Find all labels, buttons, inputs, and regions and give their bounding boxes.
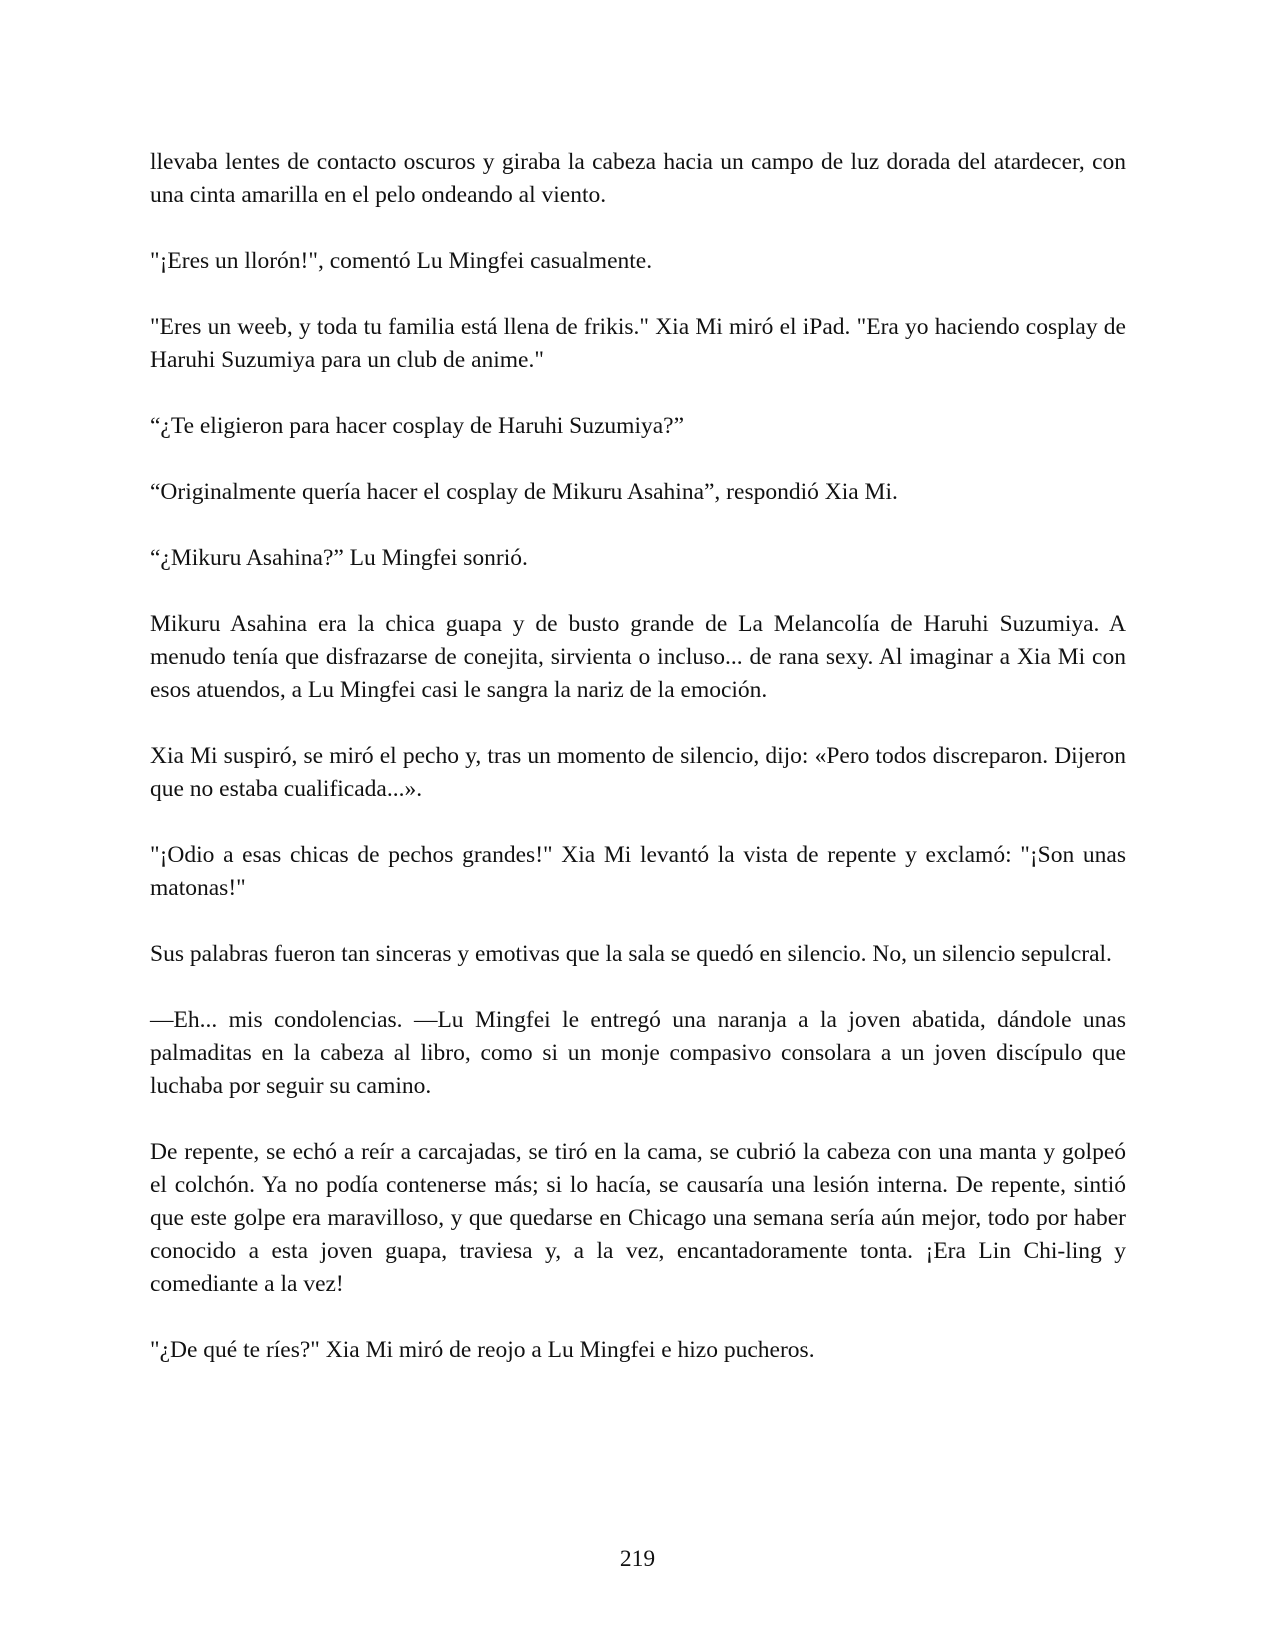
paragraph-4: “¿Te eligieron para hacer cosplay de Haruhi Suzumiya?” (150, 413, 685, 439)
paragraph-12: De repente, se echó a reír a carcajadas, se tiró en la cama, se cubrió la cabeza con una manta y golpeó el colchón. Ya no podía contenerse más; si lo hacía, se causaría una lesión interna. De repente, sintió que este golpe era maravilloso, y que quedarse en Chicago una semana sería aún mejor, todo por haber conocido a esta joven guapa, traviesa y, a la vez, encantadoramente tonta. ¡Era Lin Chi-ling y comediante a la vez! (150, 1139, 1126, 1297)
paragraph-13: "¿De qué te ríes?" Xia Mi miró de reojo a Lu Mingfei e hizo pucheros. (150, 1337, 815, 1363)
paragraph-6: “¿Mikuru Asahina?” Lu Mingfei sonrió. (150, 545, 528, 571)
paragraph-11: —Eh... mis condolencias. —Lu Mingfei le entregó una naranja a la joven abatida, dándole unas palmaditas en la cabeza al libro, como si un monje compasivo consolara a un joven discípulo que luchaba por seguir su camino. (150, 1007, 1126, 1099)
paragraph-10: Sus palabras fueron tan sinceras y emotivas que la sala se quedó en silencio. No, un silencio sepulcral. (150, 941, 1112, 967)
page-number: 219 (619, 1546, 656, 1572)
paragraph-7: Mikuru Asahina era la chica guapa y de busto grande de La Melancolía de Haruhi Suzumiya. A menudo tenía que disfrazarse de conejita, sirvienta o incluso... de rana sexy. Al imaginar a Xia Mi con esos atuendos, a Lu Mingfei casi le sangra la nariz de la emoción. (150, 611, 1126, 703)
paragraph-1: llevaba lentes de contacto oscuros y giraba la cabeza hacia un campo de luz dorada del atardecer, con una cinta amarilla en el pelo ondeando al viento. (150, 149, 1126, 208)
paragraph-9: "¡Odio a esas chicas de pechos grandes!" Xia Mi levantó la vista de repente y exclamó: "¡Son unas matonas!" (150, 842, 1126, 901)
paragraph-3: "Eres un weeb, y toda tu familia está llena de frikis." Xia Mi miró el iPad. "Era yo haciendo cosplay de Haruhi Suzumiya para un club de anime." (150, 314, 1126, 373)
page-body (150, 146, 1126, 1400)
paragraph-8: Xia Mi suspiró, se miró el pecho y, tras un momento de silencio, dijo: «Pero todos discreparon. Dijeron que no estaba cualificada...». (150, 743, 1126, 802)
paragraph-2: "¡Eres un llorón!", comentó Lu Mingfei casualmente. (150, 248, 653, 274)
paragraph-5: “Originalmente quería hacer el cosplay de Mikuru Asahina”, respondió Xia Mi. (150, 479, 898, 505)
